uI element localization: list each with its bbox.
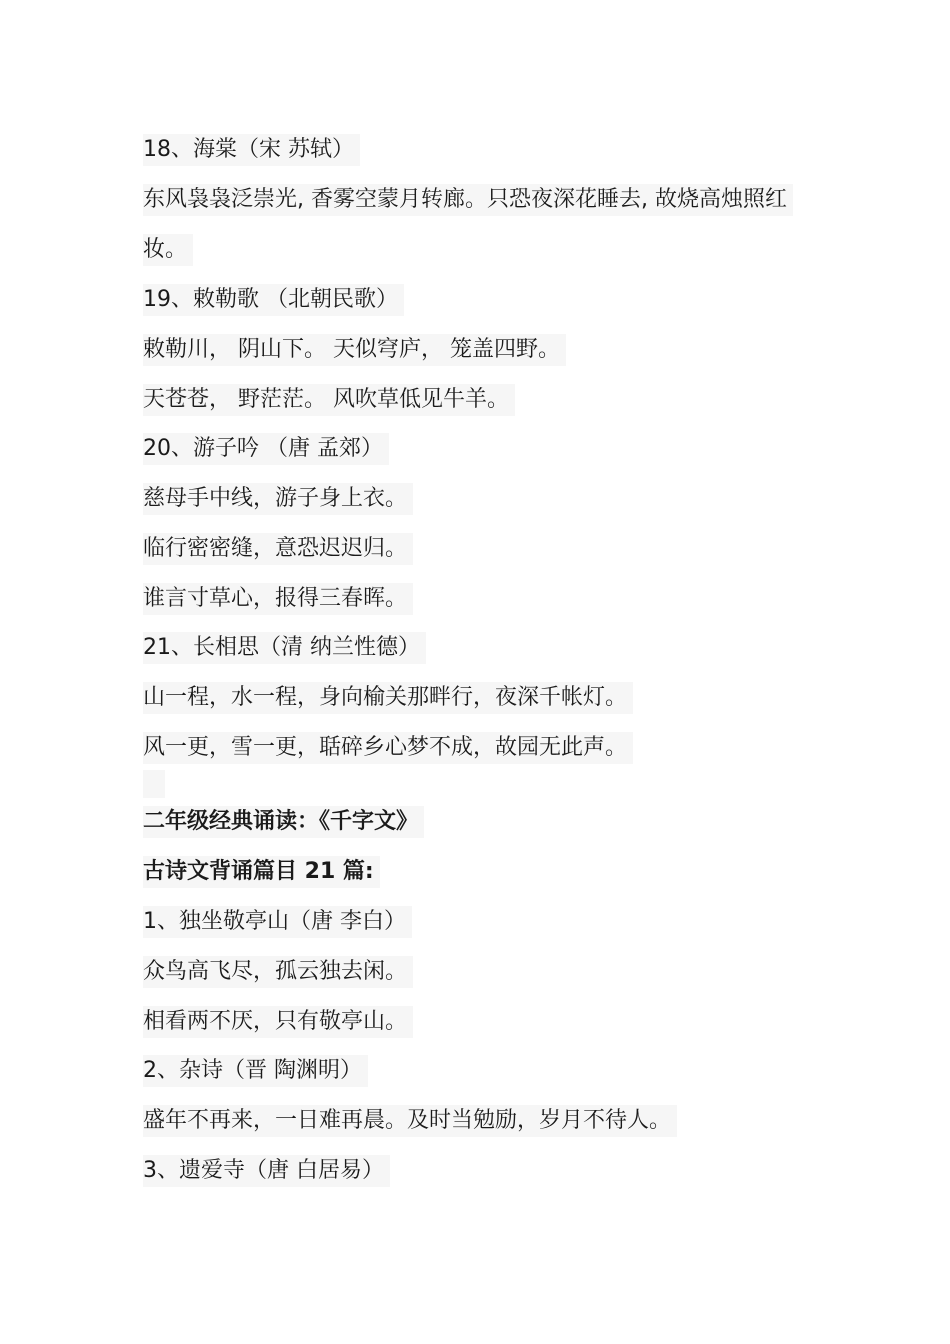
grade-2-heading: 二年级经典诵读：《千字文》 xyxy=(143,806,424,838)
poem-21-line-2: 风一更，雪一更，聒碎乡心梦不成，故园无此声。 xyxy=(143,732,633,764)
poem-21-title: 21、长相思（清 纳兰性德） xyxy=(143,632,426,664)
poem-20-line-2: 临行密密缝，意恐迟迟归。 xyxy=(143,533,413,565)
blank-line xyxy=(143,770,165,798)
grade2-poem-1-title: 1、独坐敬亭山（唐 李白） xyxy=(143,906,412,938)
poem-20-line-3: 谁言寸草心，报得三春晖。 xyxy=(143,583,413,615)
grade2-poem-1-line-2: 相看两不厌，只有敬亭山。 xyxy=(143,1006,413,1038)
recitation-list-subheading: 古诗文背诵篇目 21 篇: xyxy=(143,856,380,888)
poem-20-line-1: 慈母手中线，游子身上衣。 xyxy=(143,483,413,515)
poem-18-line-2: 妆。 xyxy=(143,234,193,266)
poem-18-line-1: 东风袅袅泛崇光, 香雾空蒙月转廊。只恐夜深花睡去, 故烧高烛照红 xyxy=(143,184,793,216)
grade2-poem-2-line-1: 盛年不再来，一日难再晨。及时当勉励，岁月不待人。 xyxy=(143,1105,677,1137)
poem-19-line-2: 天苍苍， 野茫茫。 风吹草低见牛羊。 xyxy=(143,384,515,416)
poem-19-line-1: 敕勒川， 阴山下。 天似穹庐， 笼盖四野。 xyxy=(143,334,566,366)
poem-20-title: 20、游子吟 （唐 孟郊） xyxy=(143,433,389,465)
grade2-poem-3-title: 3、遗爱寺（唐 白居易） xyxy=(143,1155,390,1187)
poem-19-title: 19、敕勒歌 （北朝民歌） xyxy=(143,284,404,316)
poem-21-line-1: 山一程，水一程，身向榆关那畔行，夜深千帐灯。 xyxy=(143,682,633,714)
grade2-poem-2-title: 2、杂诗（晋 陶渊明） xyxy=(143,1055,368,1087)
grade2-poem-1-line-1: 众鸟高飞尽，孤云独去闲。 xyxy=(143,956,413,988)
poem-18-title: 18、海棠（宋 苏轼） xyxy=(143,134,360,166)
